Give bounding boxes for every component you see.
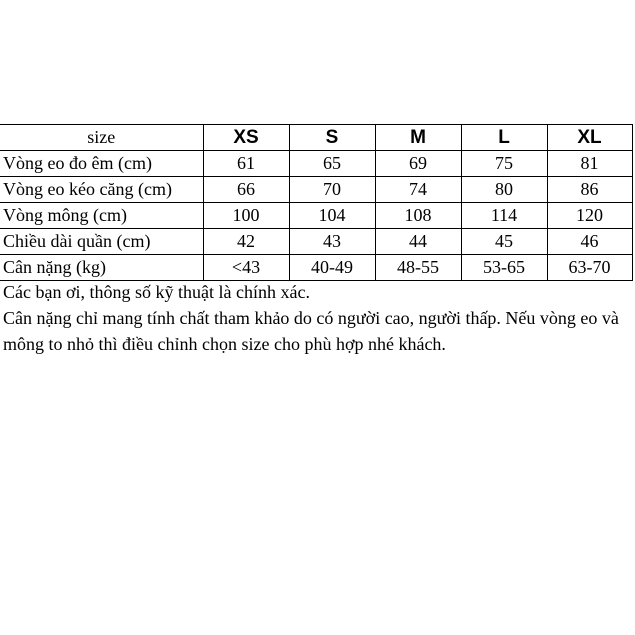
- table-row: [0, 177, 632, 203]
- table-cell: 53-65: [461, 255, 547, 281]
- table-cell: 40-49: [289, 255, 375, 281]
- row-label: Vòng mông (cm): [0, 203, 203, 229]
- table-cell: 48-55: [375, 255, 461, 281]
- table-row: [0, 255, 632, 281]
- table-cell: 108: [375, 203, 461, 229]
- table-cell: 61: [203, 151, 289, 177]
- table-cell: 69: [375, 151, 461, 177]
- size-chart-table: [0, 124, 633, 281]
- table-cell: 65: [289, 151, 375, 177]
- table-row: [0, 229, 632, 255]
- table-cell: <43: [203, 255, 289, 281]
- size-header-m: M: [375, 125, 461, 151]
- table-cell: 86: [547, 177, 632, 203]
- row-label: Vòng eo kéo căng (cm): [0, 177, 203, 203]
- table-header-row: [0, 125, 632, 151]
- size-header-s: S: [289, 125, 375, 151]
- table-cell: 100: [203, 203, 289, 229]
- row-label: Chiều dài quần (cm): [0, 229, 203, 255]
- table-cell: 70: [289, 177, 375, 203]
- table-cell: 44: [375, 229, 461, 255]
- table-row: [0, 203, 632, 229]
- table-cell: 74: [375, 177, 461, 203]
- table-cell: 66: [203, 177, 289, 203]
- weight-reference-note: Cân nặng chỉ mang tính chất tham khảo do có người cao, người thấp. Nếu vòng eo và mông to nhỏ thì điều chỉnh chọn size cho phù hợp nhé khách.: [3, 308, 619, 354]
- table-cell: 75: [461, 151, 547, 177]
- table-cell: 104: [289, 203, 375, 229]
- row-label: Cân nặng (kg): [0, 255, 203, 281]
- table-cell: 81: [547, 151, 632, 177]
- size-header-xl: XL: [547, 125, 632, 151]
- size-notes: [3, 279, 633, 357]
- accuracy-note: Các bạn ơi, thông số kỹ thuật là chính xác.: [3, 282, 310, 302]
- table-row: [0, 151, 632, 177]
- table-cell: 45: [461, 229, 547, 255]
- table-cell: 120: [547, 203, 632, 229]
- table-cell: 46: [547, 229, 632, 255]
- table-cell: 80: [461, 177, 547, 203]
- row-label: Vòng eo đo êm (cm): [0, 151, 203, 177]
- size-column-header: size: [0, 125, 203, 151]
- table-cell: 63-70: [547, 255, 632, 281]
- table-cell: 114: [461, 203, 547, 229]
- table-cell: 42: [203, 229, 289, 255]
- table-cell: 43: [289, 229, 375, 255]
- size-header-xs: XS: [203, 125, 289, 151]
- size-header-l: L: [461, 125, 547, 151]
